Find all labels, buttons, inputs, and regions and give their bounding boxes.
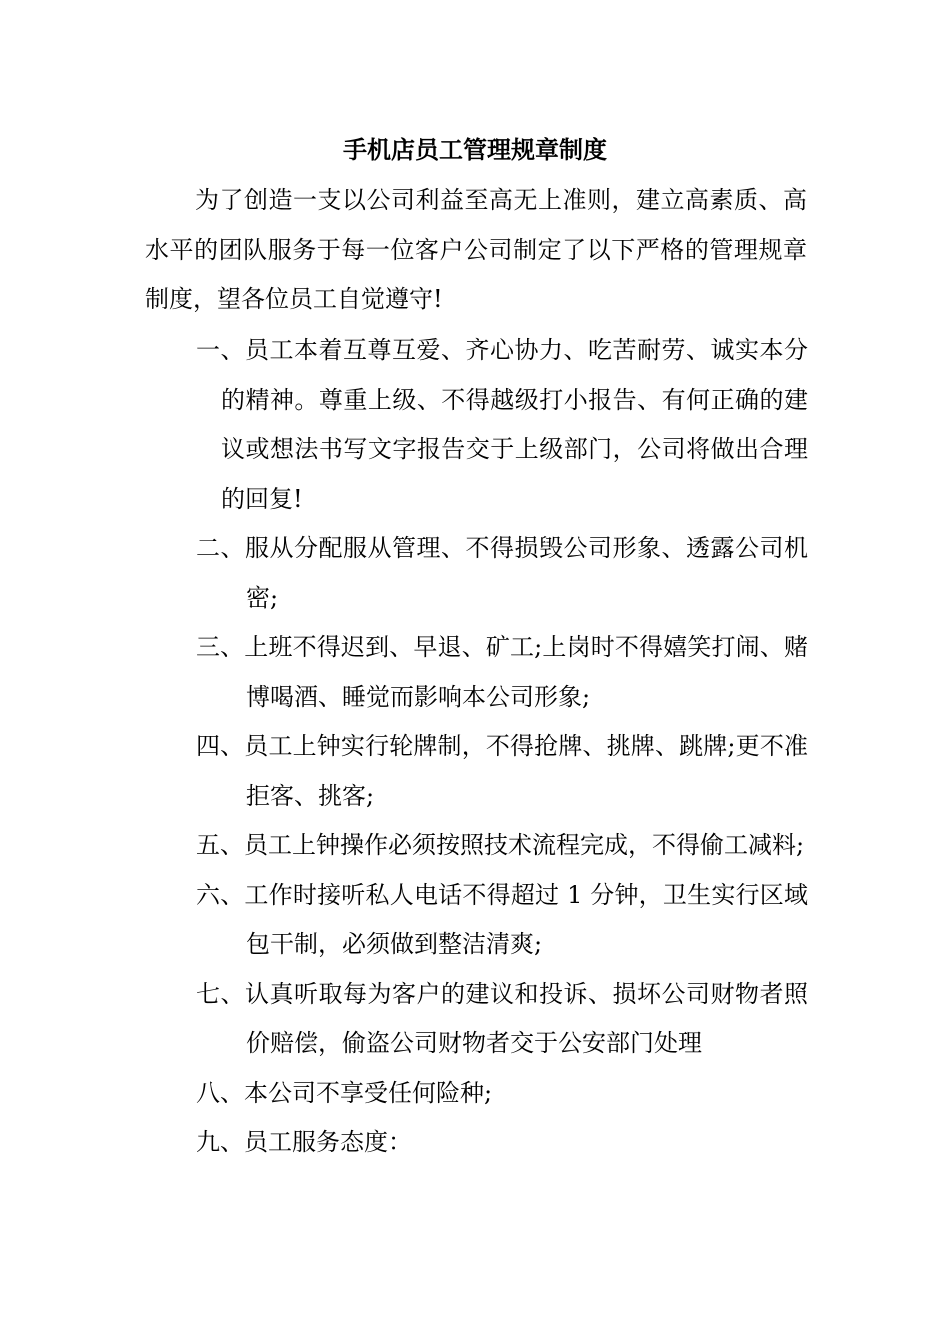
intro-paragraph: 为了创造一支以公司利益至高无上准则，建立高素质、高水平的团队服务于每一位客户公司制定了以下严格的管理规章制度，望各位员工自觉遵守! <box>145 186 807 313</box>
rules-list <box>196 326 808 1168</box>
rule-item-3: 三、上班不得迟到、早退、矿工;上岗时不得嬉笑打闹、赌博喝酒、睡觉而影响本公司形象; <box>196 633 808 711</box>
rule-item-6: 六、工作时接听私人电话不得超过 1 分钟，卫生实行区域包干制，必须做到整洁清爽; <box>196 880 808 958</box>
rule-item-9: 九、员工服务态度： <box>196 1128 412 1156</box>
rule-item-8: 八、本公司不享受任何险种; <box>196 1078 493 1107</box>
rule-item-7: 七、认真听取每为客户的建议和投诉、损坏公司财物者照价赔偿，偷盗公司财物者交于公安部门处理 <box>196 979 808 1057</box>
rule-item-2: 二、服从分配服从管理、不得损毁公司形象、透露公司机密; <box>196 534 808 612</box>
document-title: 手机店员工管理规章制度 <box>343 135 607 164</box>
rule-item-4: 四、员工上钟实行轮牌制，不得抢牌、挑牌、跳牌;更不准拒客、挑客; <box>196 732 808 810</box>
rule-item-5: 五、员工上钟操作必须按照技术流程完成，不得偷工减料; <box>196 831 805 859</box>
rule-item-1: 一、员工本着互尊互爱、齐心协力、吃苦耐劳、诚实本分的精神。尊重上级、不得越级打小报告、有何正确的建议或想法书写文字报告交于上级部门，公司将做出合理的回复! <box>196 336 808 513</box>
